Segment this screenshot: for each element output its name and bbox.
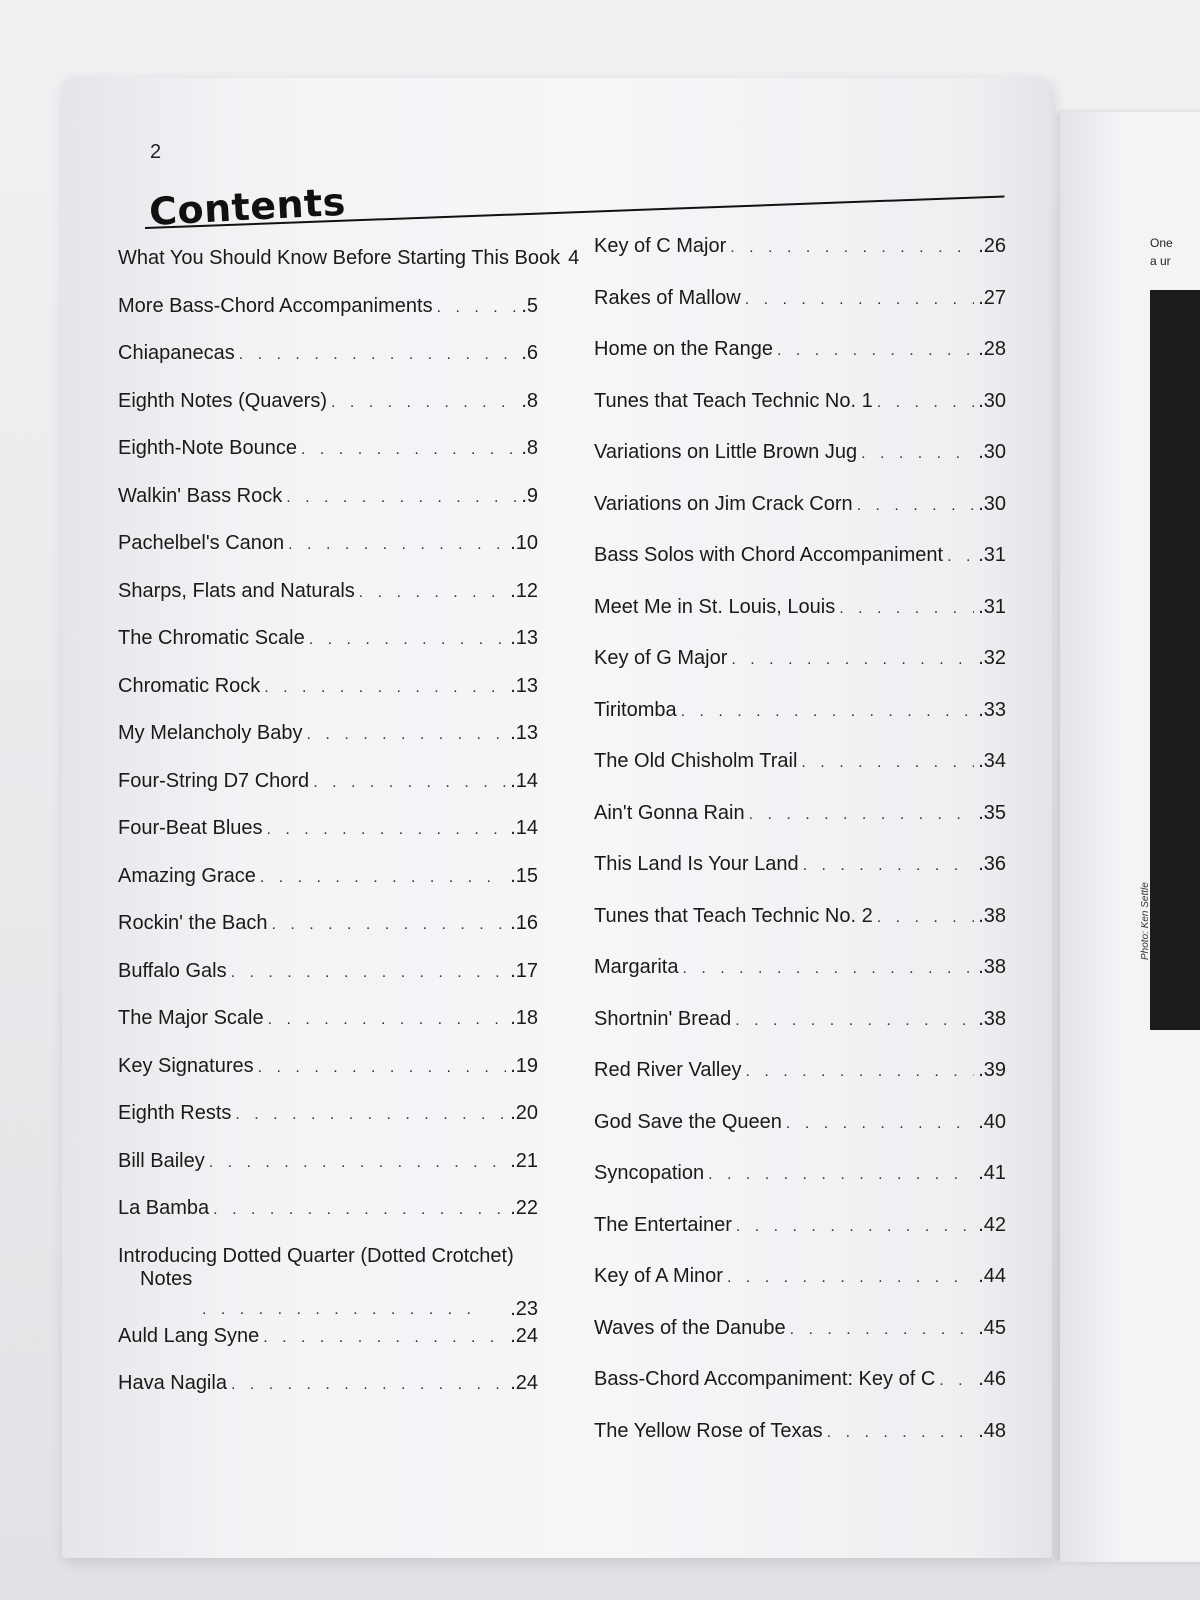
toc-entry-page: .44 — [978, 1265, 1006, 1287]
toc-entry-page: .8 — [521, 437, 538, 459]
toc-entry-title: The Old Chisholm Trail — [594, 750, 798, 772]
toc-entry — [118, 1048, 538, 1078]
toc-entry-title: Amazing Grace — [118, 864, 256, 887]
toc-entry-page: .36 — [978, 853, 1006, 875]
toc-entry-title: Syncopation — [594, 1162, 705, 1184]
toc-entry — [594, 898, 1006, 928]
toc-entry — [594, 1310, 1006, 1340]
toc-leader-dots — [801, 753, 974, 773]
toc-entry — [118, 1318, 538, 1348]
toc-entry — [118, 1000, 538, 1030]
toc-entry-page: .33 — [978, 698, 1006, 721]
toc-entry — [594, 589, 1006, 619]
toc-leader-dots — [939, 1371, 974, 1391]
toc-entry — [594, 537, 1006, 567]
toc-entry — [594, 1258, 1006, 1288]
toc-entry-title: Rockin' the Bach — [118, 912, 268, 934]
toc-entry — [594, 1104, 1006, 1134]
facing-page-text-line: a ur — [1150, 254, 1171, 268]
toc-leader-dots — [286, 488, 517, 508]
toc-leader-dots — [777, 341, 974, 361]
toc-entry — [118, 573, 538, 603]
toc-entry-title: Bass Solos with Chord Accompaniment — [594, 544, 944, 566]
toc-leader-dots — [267, 820, 507, 840]
toc-entry-title: Rakes of Mallow — [594, 286, 741, 309]
toc-entry — [118, 905, 538, 935]
toc-entry — [594, 743, 1006, 773]
toc-entry-title: Home on the Range — [594, 338, 774, 360]
toc-entry-page: .17 — [510, 959, 538, 982]
toc-entry-page: .14 — [510, 817, 538, 839]
toc-entry-title: Red River Valley — [594, 1059, 742, 1081]
toc-entry — [594, 692, 1006, 722]
toc-entry — [594, 949, 1006, 979]
toc-entry — [118, 288, 538, 318]
toc-entry-page: .45 — [978, 1316, 1006, 1339]
toc-entry-page: .9 — [521, 484, 538, 507]
toc-leader-dots — [231, 963, 507, 983]
toc-leader-dots — [239, 345, 518, 365]
toc-leader-dots — [202, 1300, 486, 1320]
toc-leader-dots — [736, 1217, 974, 1237]
toc-leader-dots — [260, 868, 506, 888]
toc-entry-page: .40 — [978, 1110, 1006, 1133]
toc-leader-dots — [271, 915, 506, 935]
toc-entry-page: .48 — [978, 1419, 1006, 1442]
toc-leader-dots — [331, 393, 517, 413]
toc-entry-page: .35 — [978, 801, 1006, 824]
toc-leader-dots — [309, 630, 506, 650]
toc-entry — [118, 668, 538, 698]
facing-page-text-line: One — [1150, 236, 1173, 250]
toc-entry-page: .26 — [978, 235, 1006, 257]
toc-entry-title: Variations on Little Brown Jug — [594, 441, 858, 463]
toc-leader-dots — [857, 496, 975, 516]
toc-leader-dots — [803, 856, 975, 876]
toc-leader-dots — [258, 1058, 507, 1078]
toc-entry — [594, 331, 1006, 361]
toc-entry-page: 4 — [568, 247, 580, 269]
toc-leader-dots — [790, 1320, 975, 1340]
toc-entry — [594, 486, 1006, 516]
toc-entry-page: .41 — [978, 1162, 1006, 1184]
toc-entry — [118, 1190, 538, 1220]
toc-entry — [594, 383, 1006, 413]
toc-entry — [118, 525, 538, 555]
toc-entry-page: .31 — [978, 544, 1006, 566]
toc-leader-dots — [209, 1153, 506, 1173]
toc-entry — [118, 335, 538, 365]
toc-entry-title: Waves of the Danube — [594, 1316, 786, 1339]
toc-entry-title: Tunes that Teach Technic No. 1 — [594, 389, 873, 412]
toc-entry — [594, 1155, 1006, 1185]
toc-entry-title: Chromatic Rock — [118, 674, 261, 697]
toc-entry-page: .6 — [521, 342, 538, 364]
toc-leader-dots — [263, 1328, 506, 1348]
toc-entry-title: Pachelbel's Canon — [118, 532, 285, 554]
toc-entry-page: .8 — [521, 389, 538, 412]
toc-entry — [118, 1238, 538, 1320]
toc-entry-title: The Entertainer — [594, 1213, 732, 1236]
toc-entry-page: .23 — [510, 1297, 538, 1320]
toc-entry-title: La Bamba — [118, 1197, 210, 1219]
toc-entry-title: Key Signatures — [118, 1054, 254, 1077]
toc-entry-page: .21 — [510, 1149, 538, 1172]
toc-entry-page: .24 — [510, 1324, 538, 1347]
page-number: 2 — [150, 141, 162, 163]
toc-entry — [118, 620, 538, 650]
page-title: Contents — [148, 179, 347, 234]
toc-entry-page: .16 — [510, 912, 538, 934]
toc-entry-page: .38 — [978, 956, 1006, 978]
toc-leader-dots — [264, 678, 506, 698]
toc-entry-page: .22 — [510, 1197, 538, 1219]
toc-entry-page: .13 — [510, 627, 538, 649]
toc-entry — [118, 478, 538, 508]
toc-entry-title: Four-Beat Blues — [118, 817, 263, 839]
toc-entry-title: Eighth-Note Bounce — [118, 437, 298, 459]
facing-page-photo — [1150, 290, 1200, 1030]
toc-leader-dots — [288, 535, 506, 555]
photo-credit: Photo: Ken Settle — [1140, 882, 1151, 960]
toc-entry-page: .14 — [510, 769, 538, 792]
toc-entry-page: .28 — [978, 338, 1006, 360]
toc-leader-dots — [735, 1011, 974, 1031]
toc-entry — [594, 1413, 1006, 1443]
toc-entry-title: The Major Scale — [118, 1007, 264, 1029]
toc-entry — [594, 846, 1006, 876]
toc-entry — [594, 280, 1006, 310]
toc-entry-title: Introducing Dotted Quarter (Dotted Crotchet) — [118, 1244, 514, 1267]
toc-leader-dots — [231, 1375, 506, 1395]
toc-entry-title: This Land Is Your Land — [594, 853, 799, 875]
toc-leader-dots — [947, 547, 974, 567]
toc-entry-title: Eighth Notes (Quavers) — [118, 389, 327, 412]
toc-leader-dots — [745, 290, 974, 310]
toc-entry — [594, 640, 1006, 670]
toc-entry-title: God Save the Queen — [594, 1110, 782, 1133]
toc-entry-page: .10 — [510, 532, 538, 554]
toc-entry — [118, 953, 538, 983]
toc-entry-title: What You Should Know Before Starting This Book — [118, 247, 561, 269]
toc-entry — [118, 1365, 538, 1395]
toc-entry-title: Margarita — [594, 956, 679, 978]
toc-leader-dots — [235, 1105, 506, 1125]
toc-entry — [594, 1207, 1006, 1237]
toc-entry — [594, 228, 1006, 258]
toc-entry-title: Ain't Gonna Rain — [594, 801, 745, 824]
toc-leader-dots — [745, 1062, 974, 1082]
toc-entry-title: Shortnin' Bread — [594, 1007, 732, 1030]
toc-entry-title: Buffalo Gals — [118, 959, 227, 982]
toc-entry-title: Eighth Rests — [118, 1102, 232, 1124]
toc-entry — [118, 430, 538, 460]
toc-entry-page: .15 — [510, 864, 538, 887]
toc-entry-page: .38 — [978, 904, 1006, 927]
toc-leader-dots — [682, 959, 974, 979]
toc-leader-dots — [730, 238, 974, 258]
toc-leader-dots — [749, 805, 975, 825]
toc-leader-dots — [681, 702, 975, 722]
toc-entry — [118, 383, 538, 413]
toc-entry-page: .12 — [510, 579, 538, 602]
toc-entry-title: My Melancholy Baby — [118, 722, 303, 744]
toc-entry-title: Chiapanecas — [118, 342, 235, 364]
toc-entry — [118, 763, 538, 793]
toc-leader-dots — [827, 1423, 975, 1443]
toc-entry — [118, 1143, 538, 1173]
toc-entry-page: .34 — [978, 750, 1006, 772]
toc-entry-title: Hava Nagila — [118, 1372, 227, 1394]
toc-entry-title: Key of C Major — [594, 235, 727, 257]
toc-entry — [594, 1001, 1006, 1031]
toc-entry — [118, 1095, 538, 1125]
toc-entry-page: .30 — [978, 492, 1006, 515]
toc-entry-title: Key of A Minor — [594, 1265, 723, 1287]
toc-entry-title-continued: Notes — [140, 1267, 193, 1290]
toc-entry-page: .20 — [510, 1102, 538, 1124]
toc-entry-title: Meet Me in St. Louis, Louis — [594, 595, 836, 618]
toc-entry-page: .13 — [510, 674, 538, 697]
toc-leader-dots — [708, 1165, 974, 1185]
toc-entry-title: Bass-Chord Accompaniment: Key of C — [594, 1368, 936, 1390]
toc-entry — [118, 240, 580, 270]
toc-entry — [594, 1052, 1006, 1082]
toc-entry-page: .19 — [510, 1054, 538, 1077]
toc-leader-dots — [307, 725, 507, 745]
toc-entry-page: .46 — [978, 1368, 1006, 1390]
toc-leader-dots — [359, 583, 506, 603]
toc-entry-title: More Bass-Chord Accompaniments — [118, 294, 433, 317]
toc-entry-page: .5 — [521, 294, 538, 317]
toc-leader-dots — [437, 298, 518, 318]
toc-entry-page: .30 — [978, 441, 1006, 463]
toc-entry-title: Bill Bailey — [118, 1149, 205, 1172]
toc-entry-title: Sharps, Flats and Naturals — [118, 579, 355, 602]
toc-leader-dots — [877, 393, 974, 413]
toc-entry-page: .31 — [978, 595, 1006, 618]
toc-leader-dots — [268, 1010, 507, 1030]
toc-entry-page: .13 — [510, 722, 538, 744]
toc-leader-dots — [313, 773, 506, 793]
toc-entry — [118, 858, 538, 888]
toc-leader-dots — [786, 1114, 974, 1134]
toc-entry-page: .42 — [978, 1213, 1006, 1236]
toc-entry — [118, 715, 538, 745]
toc-entry-page: .27 — [978, 286, 1006, 309]
toc-entry-title: Key of G Major — [594, 647, 728, 669]
toc-entry-title: Four-String D7 Chord — [118, 769, 310, 792]
toc-leader-dots — [839, 599, 974, 619]
toc-leader-dots — [877, 908, 974, 928]
toc-entry-page: .39 — [978, 1059, 1006, 1081]
toc-leader-dots — [861, 444, 974, 464]
toc-entry — [594, 795, 1006, 825]
toc-leader-dots — [301, 440, 517, 460]
toc-entry-title: Variations on Jim Crack Corn — [594, 492, 853, 515]
toc-entry-title: Auld Lang Syne — [118, 1324, 260, 1347]
toc-entry-title: The Chromatic Scale — [118, 627, 305, 649]
toc-entry — [594, 434, 1006, 464]
toc-entry — [118, 810, 538, 840]
toc-entry-page: .38 — [978, 1007, 1006, 1030]
toc-leader-dots — [213, 1200, 506, 1220]
toc-entry-page: .32 — [978, 647, 1006, 669]
toc-entry-page: .24 — [510, 1372, 538, 1394]
toc-entry-title: The Yellow Rose of Texas — [594, 1419, 823, 1442]
toc-entry-title: Tiritomba — [594, 698, 677, 721]
toc-entry-page: .30 — [978, 389, 1006, 412]
toc-leader-dots — [727, 1268, 974, 1288]
toc-entry-page: .18 — [510, 1007, 538, 1029]
toc-entry — [594, 1361, 1006, 1391]
toc-entry-title: Tunes that Teach Technic No. 2 — [594, 904, 873, 927]
toc-entry-title: Walkin' Bass Rock — [118, 484, 283, 507]
toc-leader-dots — [731, 650, 974, 670]
